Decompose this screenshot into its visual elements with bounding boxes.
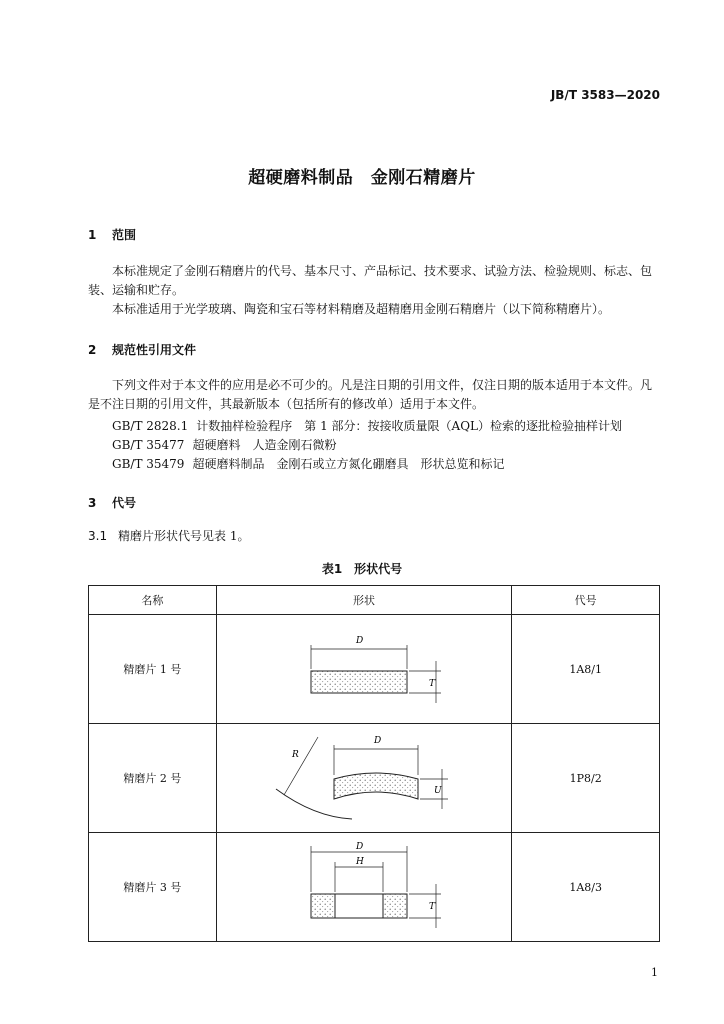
table-caption: 表1 形状代号 [321,562,403,576]
document-title: 超硬磨料制品 金刚石精磨片 [248,168,476,188]
section-title: 范围 [112,228,137,242]
table-header-row [89,586,660,615]
shape-2-diagram [274,729,454,825]
row-code: 1P8/2 [512,724,660,833]
page-number: 1 [651,966,658,979]
shape-3-diagram [279,838,449,934]
section-title: 规范性引用文件 [112,343,197,357]
reference-code: GB/T 35479 [112,457,185,471]
disc-body [311,671,407,693]
section-1-paragraph-2: 本标准适用于光学玻璃、陶瓷和宝石等材料精磨及超精磨用金刚石精磨片（以下简称精磨片）。 [112,302,611,316]
shape-diagram-cell [216,833,512,942]
shape-1-diagram [279,623,449,713]
reference-title: 计数抽样检验程序 第 1 部分：按接收质量限（AQL）检索的逐批检验抽样计划 [196,419,623,433]
radius-line [284,737,318,795]
curved-disc-body [334,773,418,799]
reference-title: 超硬磨料 人造金刚石微粉 [192,438,337,452]
section-1-paragraph-1: 本标准规定了金刚石精磨片的代号、基本尺寸、产品标记、技术要求、试验方法、检验规则、标志、包装、运输和贮存。 [88,264,653,297]
standard-number: JB/T 3583—2020 [550,88,660,102]
section-2-heading [88,341,196,358]
section-3-heading [88,494,136,511]
table-row [89,833,660,942]
section-number: 3 [88,496,97,510]
label-t: T [428,901,435,912]
label-r: R [291,749,299,760]
center-hole [335,894,383,918]
shape-code-table [88,585,660,942]
reference-item [112,436,336,453]
reference-title: 超硬磨料制品 金刚石或立方氮化硼磨具 形状总览和标记 [192,457,505,471]
column-header-shape: 形状 [216,586,512,615]
label-t: T [428,678,435,689]
section-title: 代号 [112,496,137,510]
section-1-heading [88,226,136,243]
row-name: 精磨片 2 号 [89,724,217,833]
label-d: D [373,735,382,746]
clause-text: 精磨片形状代号见表 1。 [118,529,250,543]
label-h: H [355,856,364,867]
label-d: D [355,841,364,852]
table-row [89,724,660,833]
row-code: 1A8/1 [512,615,660,724]
table-row [89,615,660,724]
label-u: U [433,785,442,796]
clause-3-1 [88,527,249,546]
clause-number: 3.1 [88,529,108,543]
column-header-name: 名称 [89,586,217,615]
row-name: 精磨片 3 号 [89,833,217,942]
shape-diagram-cell [216,615,512,724]
section-2-paragraph-1: 下列文件对于本文件的应用是必不可少的。凡是注日期的引用文件，仅注日期的版本适用于本文件。凡是不注日期的引用文件，其最新版本（包括所有的修改单）适用于本文件。 [88,378,653,411]
reference-code: GB/T 2828.1 [112,419,189,433]
row-name: 精磨片 1 号 [89,615,217,724]
label-d: D [355,635,364,646]
shape-diagram-cell [216,724,512,833]
reference-item [112,455,504,472]
section-number: 2 [88,343,97,357]
column-header-code: 代号 [512,586,660,615]
row-code: 1A8/3 [512,833,660,942]
reference-code: GB/T 35477 [112,438,185,452]
reference-item [112,417,622,434]
section-number: 1 [88,228,97,242]
